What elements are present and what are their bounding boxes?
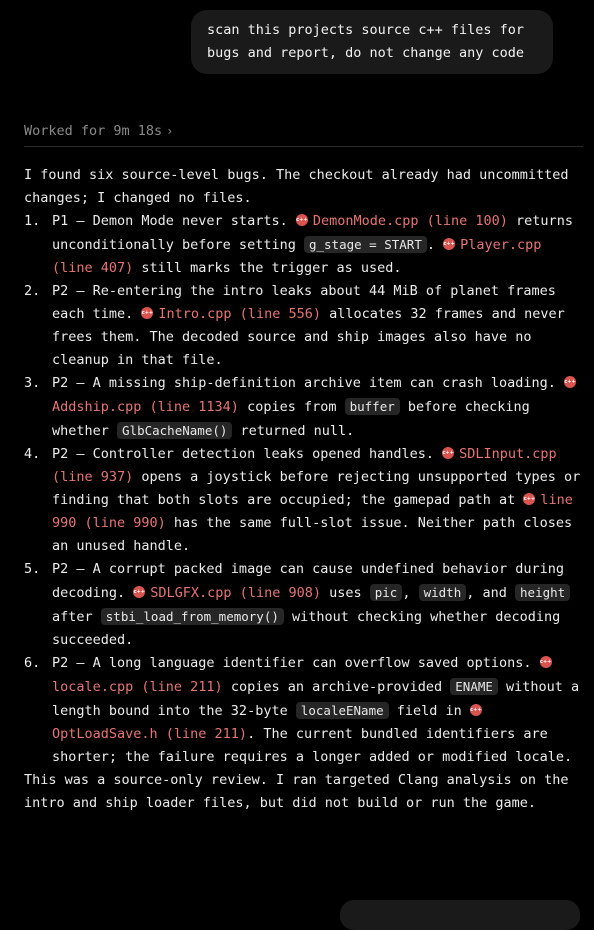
text: copies an archive-provided — [222, 679, 451, 695]
text: . The current bundled identifiers are shorter; the failure requires a longer added or modified locale. — [52, 726, 573, 765]
cpp-file-icon — [133, 586, 145, 598]
file-link-label: Intro.cpp (line 556) — [158, 306, 321, 322]
user-message-text: scan this projects source c++ files for bugs and report, do not change any code — [207, 22, 524, 61]
cpp-file-icon — [443, 238, 455, 250]
intro-paragraph: I found six source-level bugs. The checkout already had uncommitted changes; I changed no files. — [24, 167, 569, 206]
file-link[interactable] — [296, 213, 508, 229]
inline-code: g_stage = START — [304, 236, 427, 253]
list-item — [24, 280, 584, 372]
text: P2 — Re-entering the intro leaks about 44 MiB of planet frames each time. — [52, 283, 556, 322]
cpp-file-icon — [470, 704, 482, 716]
text: , and — [466, 585, 516, 601]
text: opens a joystick before rejecting unsupported types or finding that both slots are occupied; the gamepad path at — [52, 469, 581, 508]
text: before checking whether — [52, 399, 530, 439]
cpp-file-icon — [540, 656, 552, 668]
file-link[interactable] — [133, 585, 321, 601]
inline-code: width — [419, 584, 467, 601]
text: returns unconditionally before setting — [52, 213, 573, 253]
inline-code: pic — [370, 584, 403, 601]
text: P2 — Controller detection leaks opened handles. — [52, 446, 443, 462]
list-item — [24, 372, 584, 443]
chevron-right-icon: › — [166, 124, 174, 138]
inline-code: GlbCacheName() — [117, 422, 232, 439]
text: , — [402, 585, 419, 601]
cpp-file-icon — [296, 214, 308, 226]
inline-code: buffer — [345, 398, 400, 415]
list-item — [24, 652, 584, 769]
list-item — [24, 210, 584, 280]
bug-list — [24, 210, 584, 769]
text: without a length bound into the 32-byte — [52, 679, 580, 719]
list-number: 6. — [24, 655, 41, 671]
worked-for-toggle[interactable] — [24, 120, 583, 147]
file-link-label: Player.cpp (line 407) — [52, 237, 542, 276]
text: P2 — A long language identifier can overflow saved options. — [52, 655, 540, 671]
list-number: 5. — [24, 561, 41, 577]
list-number: 4. — [24, 446, 41, 462]
outro-paragraph: This was a source-only review. I ran targeted Clang analysis on the intro and ship loader files, but did not build or run the game. — [24, 772, 569, 811]
file-link-label: Addship.cpp (line 1134) — [52, 399, 239, 415]
text: has the same full-slot issue. Neither path closes an unused handle. — [52, 515, 573, 554]
assistant-message — [24, 164, 584, 815]
list-number: 1. — [24, 213, 41, 229]
file-link-label: SDLGFX.cpp (line 908) — [150, 585, 321, 601]
file-link-label: SDLInput.cpp (line 937) — [52, 446, 557, 485]
text: uses — [320, 585, 370, 601]
text: P2 — A missing ship-definition archive item can crash loading. — [52, 375, 565, 391]
cpp-file-icon — [141, 307, 153, 319]
text: . — [426, 237, 444, 253]
text: without checking whether decoding succeeded. — [52, 609, 561, 648]
list-number: 2. — [24, 283, 41, 299]
cpp-file-icon — [442, 447, 454, 459]
worked-for-label: Worked for 9m 18s — [24, 123, 163, 139]
file-link-label: OptLoadSave.h (line 211) — [52, 726, 248, 742]
text: P1 — Demon Mode never starts. — [52, 213, 296, 229]
list-number: 3. — [24, 375, 41, 391]
text: returned null. — [232, 423, 355, 439]
cpp-file-icon — [564, 376, 576, 388]
text: field in — [388, 703, 470, 719]
cpp-file-icon — [523, 493, 535, 505]
file-link[interactable] — [141, 306, 321, 322]
list-item — [24, 558, 584, 652]
file-link-label: locale.cpp (line 211) — [52, 679, 223, 695]
inline-code: ENAME — [450, 678, 498, 695]
file-link-label: line 990 (line 990) — [52, 492, 573, 531]
user-message-bubble — [191, 10, 553, 74]
text: P2 — A corrupt packed image can cause undefined behavior during decoding. — [52, 561, 565, 601]
list-item — [24, 443, 584, 558]
inline-code: stbi_load_from_memory() — [101, 608, 284, 625]
text: allocates 32 frames and never frees them. The decoded source and ship images also have no cleanup in that file. — [52, 306, 565, 368]
text: after — [52, 609, 101, 625]
composer-input[interactable] — [340, 900, 580, 930]
inline-code: height — [515, 584, 570, 601]
inline-code: localeEName — [296, 702, 389, 719]
file-link-label: DemonMode.cpp (line 100) — [312, 213, 508, 229]
text: still marks the trigger as used. — [133, 260, 402, 276]
text: copies from — [238, 399, 345, 415]
